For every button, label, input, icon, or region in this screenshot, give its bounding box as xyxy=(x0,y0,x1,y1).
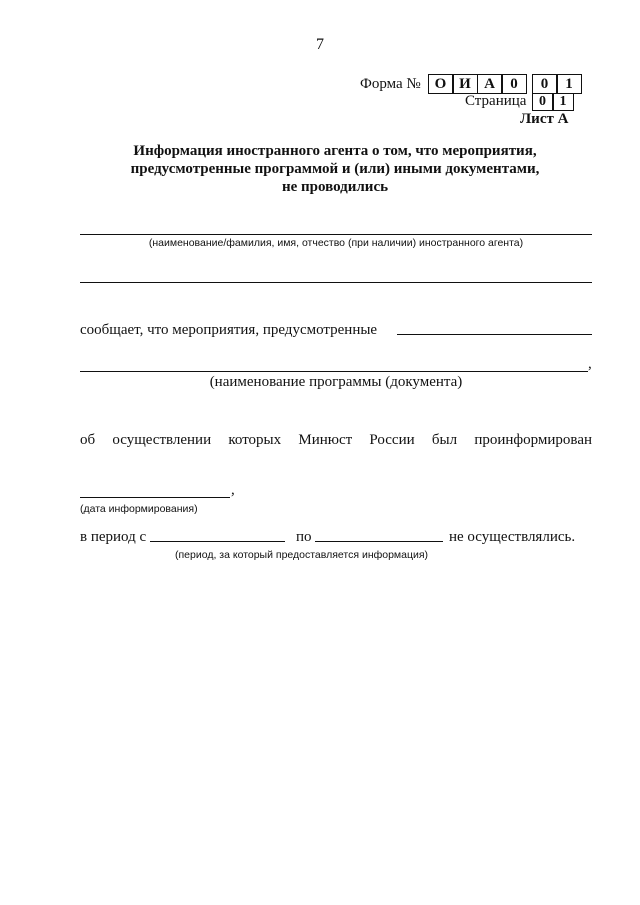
agent-name-line-2[interactable] xyxy=(80,282,592,283)
document-title xyxy=(80,142,590,196)
page-code-cell: 0 xyxy=(532,93,554,111)
page-number: 7 xyxy=(316,36,324,53)
period-to-text: по xyxy=(296,529,312,545)
page-label: Страница xyxy=(465,93,527,109)
reports-text: сообщает, что мероприятия, предусмотренные xyxy=(80,322,378,338)
informed-text: об осуществлении которых Минюст России был проинформирован xyxy=(80,432,592,448)
page-code-cell: 1 xyxy=(552,93,574,111)
comma: , xyxy=(231,482,235,498)
form-code-cell: И xyxy=(452,74,478,94)
form-code-cell: А xyxy=(477,74,503,94)
period-caption: (период, за который предоставляется информация) xyxy=(175,549,429,561)
period-end-text: не осуществлялись. xyxy=(449,529,576,545)
title-line: Информация иностранного агента о том, что мероприятия, xyxy=(133,143,537,159)
form-code-cell: 0 xyxy=(501,74,527,94)
title-line: предусмотренные программой и (или) иными документами, xyxy=(130,161,540,177)
program-name-line[interactable] xyxy=(397,334,592,335)
date-line[interactable] xyxy=(80,497,230,498)
form-code-cell: 0 xyxy=(532,74,558,94)
comma: , xyxy=(588,356,592,372)
form-code-cell: О xyxy=(428,74,454,94)
page-code-boxes xyxy=(533,93,574,111)
period-start-line[interactable] xyxy=(150,541,285,542)
program-caption: (наименование программы (документа) xyxy=(209,374,463,390)
form-number-label: Форма № xyxy=(360,76,421,92)
title-line: не проводились xyxy=(281,179,389,195)
form-code-cell: 1 xyxy=(556,74,582,94)
program-name-line-2[interactable] xyxy=(80,371,588,372)
agent-name-line[interactable] xyxy=(80,234,592,235)
sheet-label: Лист А xyxy=(520,111,569,127)
date-caption: (дата информирования) xyxy=(80,503,198,515)
form-code-boxes xyxy=(429,74,582,94)
period-from-text: в период с xyxy=(80,529,147,545)
agent-name-caption: (наименование/фамилия, имя, отчество (при наличии) иностранного агента) xyxy=(148,237,524,249)
period-end-line[interactable] xyxy=(315,541,443,542)
